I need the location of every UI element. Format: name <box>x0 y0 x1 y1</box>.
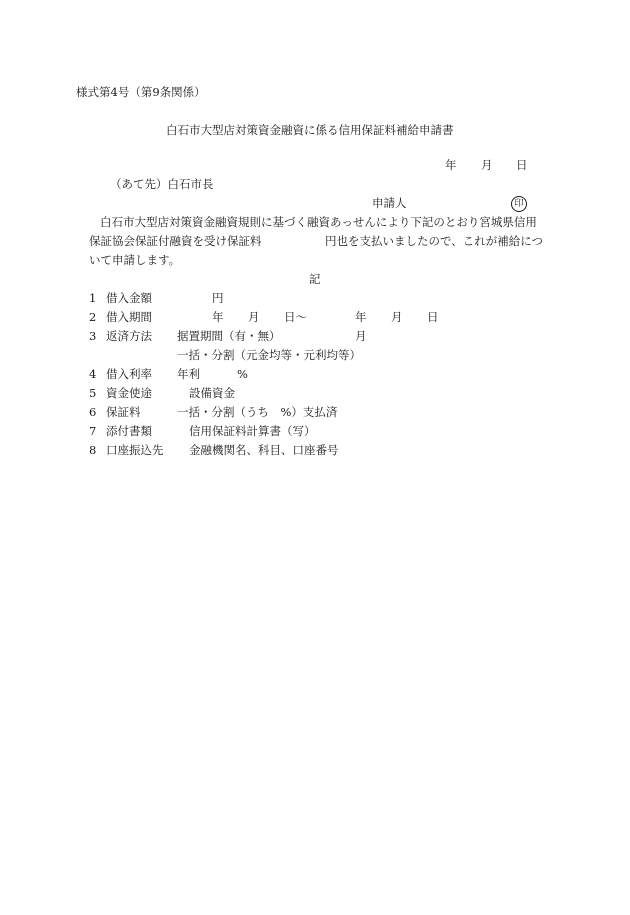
fund-use-value: 設備資金 <box>189 386 235 400</box>
addressee: （あて先）白石市長 <box>110 177 214 191</box>
item-label-repayment-method: 返済方法 <box>106 329 152 343</box>
guarantee-fee-value: 一括・分割（うち %）支払済 <box>177 405 338 419</box>
period-start-month: 月 <box>248 310 260 324</box>
item-label-loan-period: 借入期間 <box>106 310 152 324</box>
applicant-label: 申請人 <box>372 196 407 210</box>
item-label-bank-account: 口座振込先 <box>106 443 164 457</box>
item-number: 2 <box>89 310 97 324</box>
item-number: 6 <box>89 405 97 419</box>
form-number: 様式第4号（第9条関係） <box>76 85 206 99</box>
period-end-day: 日 <box>427 310 439 324</box>
body-line-2b: 円也を支払いましたので、これが補給につ <box>325 234 544 248</box>
repayment-type: 一括・分割（元金均等・元利均等） <box>177 348 361 362</box>
deferment-period: 据置期間（有・無） <box>177 329 281 343</box>
seal-icon: 印 <box>511 196 527 212</box>
attachments-value: 信用保証料計算書（写） <box>189 424 316 438</box>
bank-account-value: 金融機関名、科目、口座番号 <box>189 443 339 457</box>
deferment-month-unit: 月 <box>355 329 367 343</box>
item-number: 8 <box>89 443 97 457</box>
item-label-attachments: 添付書類 <box>106 424 152 438</box>
body-line-3: いて申請します。 <box>89 253 181 267</box>
date-day-label: 日 <box>516 158 528 172</box>
loan-amount-unit: 円 <box>212 291 224 305</box>
body-line-2a: 保証協会保証付融資を受け保証料 <box>89 234 262 248</box>
item-label-loan-amount: 借入金額 <box>106 291 152 305</box>
item-number: 4 <box>89 367 97 381</box>
date-month-label: 月 <box>481 158 493 172</box>
item-number: 1 <box>89 291 97 305</box>
period-start-day: 日～ <box>284 310 307 324</box>
ki-heading: 記 <box>309 272 321 286</box>
item-number: 5 <box>89 386 97 400</box>
item-number: 3 <box>89 329 97 343</box>
item-label-guarantee-fee: 保証料 <box>106 405 141 419</box>
period-end-month: 月 <box>391 310 403 324</box>
interest-annual-label: 年利 <box>177 367 200 381</box>
document-title: 白石市大型店対策資金融資に係る信用保証料補給申請書 <box>166 123 454 137</box>
item-number: 7 <box>89 424 97 438</box>
period-start-year: 年 <box>212 310 224 324</box>
seal-mark <box>511 196 527 212</box>
period-end-year: 年 <box>355 310 367 324</box>
date-year-label: 年 <box>445 158 457 172</box>
body-line-1: 白石市大型店対策資金融資規則に基づく融資あっせんにより下記のとおり宮城県信用 <box>100 215 537 229</box>
interest-percent-unit: % <box>237 367 248 381</box>
item-label-interest-rate: 借入利率 <box>106 367 152 381</box>
item-label-fund-use: 資金使途 <box>106 386 152 400</box>
